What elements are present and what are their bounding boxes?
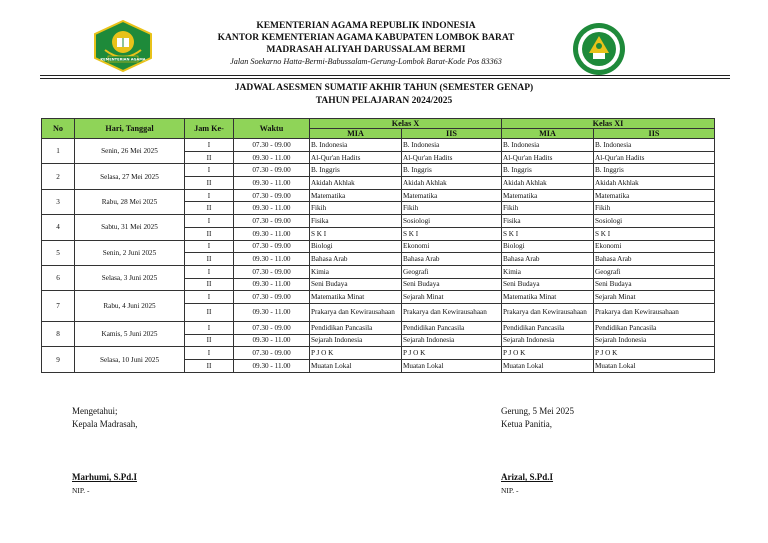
subject-xi-iis: P J O K (594, 347, 715, 360)
session-time: 09.30 - 11.00 (234, 334, 310, 347)
session-number: II (185, 334, 234, 347)
session-number: I (185, 291, 234, 304)
signature-right (501, 405, 574, 497)
subject-x-iis: Seni Budaya (402, 278, 502, 291)
header-xi-mia: MIA (502, 129, 594, 139)
sign-right-line2: Ketua Panitia, (501, 419, 552, 429)
subject-x-mia: B. Indonesia (310, 139, 402, 152)
sign-left-line2: Kepala Madrasah, (72, 419, 138, 429)
subject-xi-iis: Prakarya dan Kewirausahaan (594, 303, 715, 321)
subject-xi-iis: Pendidikan Pancasila (594, 321, 715, 334)
subject-x-mia: P J O K (310, 347, 402, 360)
row-number: 2 (42, 164, 75, 189)
subject-x-iis: Akidah Akhlak (402, 177, 502, 190)
session-number: I (185, 240, 234, 253)
header-x-iis: IIS (402, 129, 502, 139)
session-time: 07.30 - 09.00 (234, 164, 310, 177)
session-number: I (185, 265, 234, 278)
subject-x-mia: Seni Budaya (310, 278, 402, 291)
session-time: 09.30 - 11.00 (234, 151, 310, 164)
ministry-name: KEMENTERIAN AGAMA REPUBLIK INDONESIA (256, 21, 476, 31)
committee-head-nip: NIP. - (501, 486, 519, 495)
row-number: 6 (42, 265, 75, 290)
table-row (42, 265, 715, 278)
subject-x-iis: B. Inggris (402, 164, 502, 177)
session-number: II (185, 278, 234, 291)
header-rule-thin (40, 78, 730, 79)
session-number: I (185, 164, 234, 177)
document-title: JADWAL ASESMEN SUMATIF AKHIR TAHUN (SEMESTER GENAP) (234, 83, 534, 93)
subject-x-mia: Fikih (310, 202, 402, 215)
subject-x-mia: Matematika (310, 189, 402, 202)
session-time: 09.30 - 11.00 (234, 202, 310, 215)
row-number: 4 (42, 215, 75, 240)
header-day: Hari, Tanggal (75, 119, 185, 139)
subject-xi-iis: Geografi (594, 265, 715, 278)
session-number: I (185, 215, 234, 228)
table-row (42, 139, 715, 152)
subject-x-mia: Al-Qur'an Hadits (310, 151, 402, 164)
office-name: KANTOR KEMENTERIAN AGAMA KABUPATEN LOMBOK BARAT (217, 33, 515, 43)
subject-x-mia: Akidah Akhlak (310, 177, 402, 190)
subject-x-mia: S K I (310, 227, 402, 240)
letterhead (0, 0, 768, 80)
subject-xi-iis: S K I (594, 227, 715, 240)
row-date: Senin, 2 Juni 2025 (75, 240, 185, 265)
row-date: Sabtu, 31 Mei 2025 (75, 215, 185, 240)
subject-xi-iis: Fikih (594, 202, 715, 215)
row-number: 5 (42, 240, 75, 265)
table-row (42, 321, 715, 334)
session-time: 07.30 - 09.00 (234, 189, 310, 202)
session-time: 07.30 - 09.00 (234, 240, 310, 253)
session-number: II (185, 253, 234, 266)
session-time: 09.30 - 11.00 (234, 177, 310, 190)
session-time: 09.30 - 11.00 (234, 227, 310, 240)
subject-x-iis: B. Indonesia (402, 139, 502, 152)
subject-xi-iis: Muatan Lokal (594, 360, 715, 373)
session-time: 07.30 - 09.00 (234, 215, 310, 228)
subject-x-iis: P J O K (402, 347, 502, 360)
subject-xi-mia: Bahasa Arab (502, 253, 594, 266)
subject-x-iis: Sosiologi (402, 215, 502, 228)
kemenag-emblem-icon (93, 20, 153, 72)
subject-x-iis: Fikih (402, 202, 502, 215)
subject-xi-mia: Matematika (502, 189, 594, 202)
subject-xi-iis: Sejarah Indonesia (594, 334, 715, 347)
school-emblem-icon (569, 22, 629, 76)
header-x-mia: MIA (310, 129, 402, 139)
subject-xi-mia: Pendidikan Pancasila (502, 321, 594, 334)
school-name: MADRASAH ALIYAH DARUSSALAM BERMI (266, 45, 466, 55)
subject-xi-mia: B. Indonesia (502, 139, 594, 152)
table-row (42, 189, 715, 202)
subject-xi-iis: Al-Qur'an Hadits (594, 151, 715, 164)
principal-nip: NIP. - (72, 486, 90, 495)
subject-xi-mia: Fisika (502, 215, 594, 228)
table-row (42, 164, 715, 177)
subject-x-iis: Sejarah Minat (402, 291, 502, 304)
subject-x-mia: Prakarya dan Kewirausahaan (310, 303, 402, 321)
session-number: I (185, 189, 234, 202)
subject-xi-iis: Sejarah Minat (594, 291, 715, 304)
row-number: 7 (42, 291, 75, 322)
subject-xi-iis: Seni Budaya (594, 278, 715, 291)
subject-xi-mia: Seni Budaya (502, 278, 594, 291)
row-number: 3 (42, 189, 75, 214)
session-number: I (185, 139, 234, 152)
row-date: Selasa, 10 Juni 2025 (75, 347, 185, 372)
row-date: Senin, 26 Mei 2025 (75, 139, 185, 164)
letterhead-text (160, 20, 572, 68)
row-number: 1 (42, 139, 75, 164)
row-number: 8 (42, 321, 75, 346)
subject-x-iis: Ekonomi (402, 240, 502, 253)
subject-x-mia: Bahasa Arab (310, 253, 402, 266)
subject-x-mia: B. Inggris (310, 164, 402, 177)
session-time: 07.30 - 09.00 (234, 139, 310, 152)
subject-xi-iis: B. Inggris (594, 164, 715, 177)
subject-xi-mia: Fikih (502, 202, 594, 215)
subject-xi-mia: S K I (502, 227, 594, 240)
committee-head-name: Arizal, S.Pd.I (501, 472, 554, 482)
session-time: 07.30 - 09.00 (234, 321, 310, 334)
subject-x-iis: Muatan Lokal (402, 360, 502, 373)
logo-left-caption: KEMENTERIAN AGAMA (100, 57, 146, 62)
subject-xi-mia: Kimia (502, 265, 594, 278)
subject-x-mia: Muatan Lokal (310, 360, 402, 373)
row-date: Kamis, 5 Juni 2025 (75, 321, 185, 346)
row-date: Selasa, 3 Juni 2025 (75, 265, 185, 290)
session-number: II (185, 151, 234, 164)
exam-schedule-table (41, 118, 715, 373)
subject-x-iis: Al-Qur'an Hadits (402, 151, 502, 164)
subject-xi-mia: Prakarya dan Kewirausahaan (502, 303, 594, 321)
session-number: II (185, 227, 234, 240)
subject-x-mia: Sejarah Indonesia (310, 334, 402, 347)
subject-xi-mia: Biologi (502, 240, 594, 253)
subject-xi-iis: Matematika (594, 189, 715, 202)
session-number: II (185, 177, 234, 190)
subject-x-iis: Matematika (402, 189, 502, 202)
subject-xi-mia: Al-Qur'an Hadits (502, 151, 594, 164)
subject-x-mia: Biologi (310, 240, 402, 253)
session-time: 09.30 - 11.00 (234, 253, 310, 266)
table-row (42, 347, 715, 360)
subject-x-mia: Matematika Minat (310, 291, 402, 304)
principal-name: Marhumi, S.Pd.I (72, 472, 138, 482)
sign-right-line1: Gerung, 5 Mei 2025 (501, 406, 574, 416)
row-number: 9 (42, 347, 75, 372)
session-time: 09.30 - 11.00 (234, 278, 310, 291)
subject-x-iis: Bahasa Arab (402, 253, 502, 266)
session-time: 07.30 - 09.00 (234, 265, 310, 278)
row-date: Selasa, 27 Mei 2025 (75, 164, 185, 189)
header-session: Jam Ke- (185, 119, 234, 139)
header-xi-iis: IIS (594, 129, 715, 139)
subject-xi-mia: B. Inggris (502, 164, 594, 177)
session-number: I (185, 347, 234, 360)
signature-left (72, 405, 137, 497)
subject-xi-iis: Bahasa Arab (594, 253, 715, 266)
session-number: II (185, 303, 234, 321)
schedule-body (42, 139, 715, 373)
subject-xi-iis: Sosiologi (594, 215, 715, 228)
header-class-x: Kelas X (310, 119, 502, 129)
header-rule (40, 75, 730, 76)
session-number: I (185, 321, 234, 334)
table-row (42, 215, 715, 228)
document-subtitle: TAHUN PELAJARAN 2024/2025 (315, 96, 453, 106)
subject-xi-iis: B. Indonesia (594, 139, 715, 152)
subject-xi-mia: P J O K (502, 347, 594, 360)
session-number: II (185, 360, 234, 373)
session-time: 09.30 - 11.00 (234, 303, 310, 321)
subject-x-iis: S K I (402, 227, 502, 240)
session-number: II (185, 202, 234, 215)
subject-xi-iis: Ekonomi (594, 240, 715, 253)
school-address: Jalan Soekarno Hatta-Bermi-Babussalam-Gerung-Lombok Barat-Kode Pos 83363 (230, 57, 502, 66)
sign-left-line1: Mengetahui; (72, 406, 118, 416)
subject-xi-mia: Muatan Lokal (502, 360, 594, 373)
header-class-xi: Kelas XI (502, 119, 715, 129)
subject-x-iis: Sejarah Indonesia (402, 334, 502, 347)
subject-xi-mia: Sejarah Indonesia (502, 334, 594, 347)
subject-x-mia: Pendidikan Pancasila (310, 321, 402, 334)
subject-xi-mia: Matematika Minat (502, 291, 594, 304)
header-time: Waktu (234, 119, 310, 139)
row-date: Rabu, 28 Mei 2025 (75, 189, 185, 214)
header-no: No (42, 119, 75, 139)
subject-x-iis: Prakarya dan Kewirausahaan (402, 303, 502, 321)
subject-x-iis: Pendidikan Pancasila (402, 321, 502, 334)
row-date: Rabu, 4 Juni 2025 (75, 291, 185, 322)
subject-x-iis: Geografi (402, 265, 502, 278)
subject-x-mia: Fisika (310, 215, 402, 228)
subject-x-mia: Kimia (310, 265, 402, 278)
table-row (42, 240, 715, 253)
session-time: 09.30 - 11.00 (234, 360, 310, 373)
table-row (42, 291, 715, 304)
subject-xi-mia: Akidah Akhlak (502, 177, 594, 190)
session-time: 07.30 - 09.00 (234, 291, 310, 304)
subject-xi-iis: Akidah Akhlak (594, 177, 715, 190)
session-time: 07.30 - 09.00 (234, 347, 310, 360)
